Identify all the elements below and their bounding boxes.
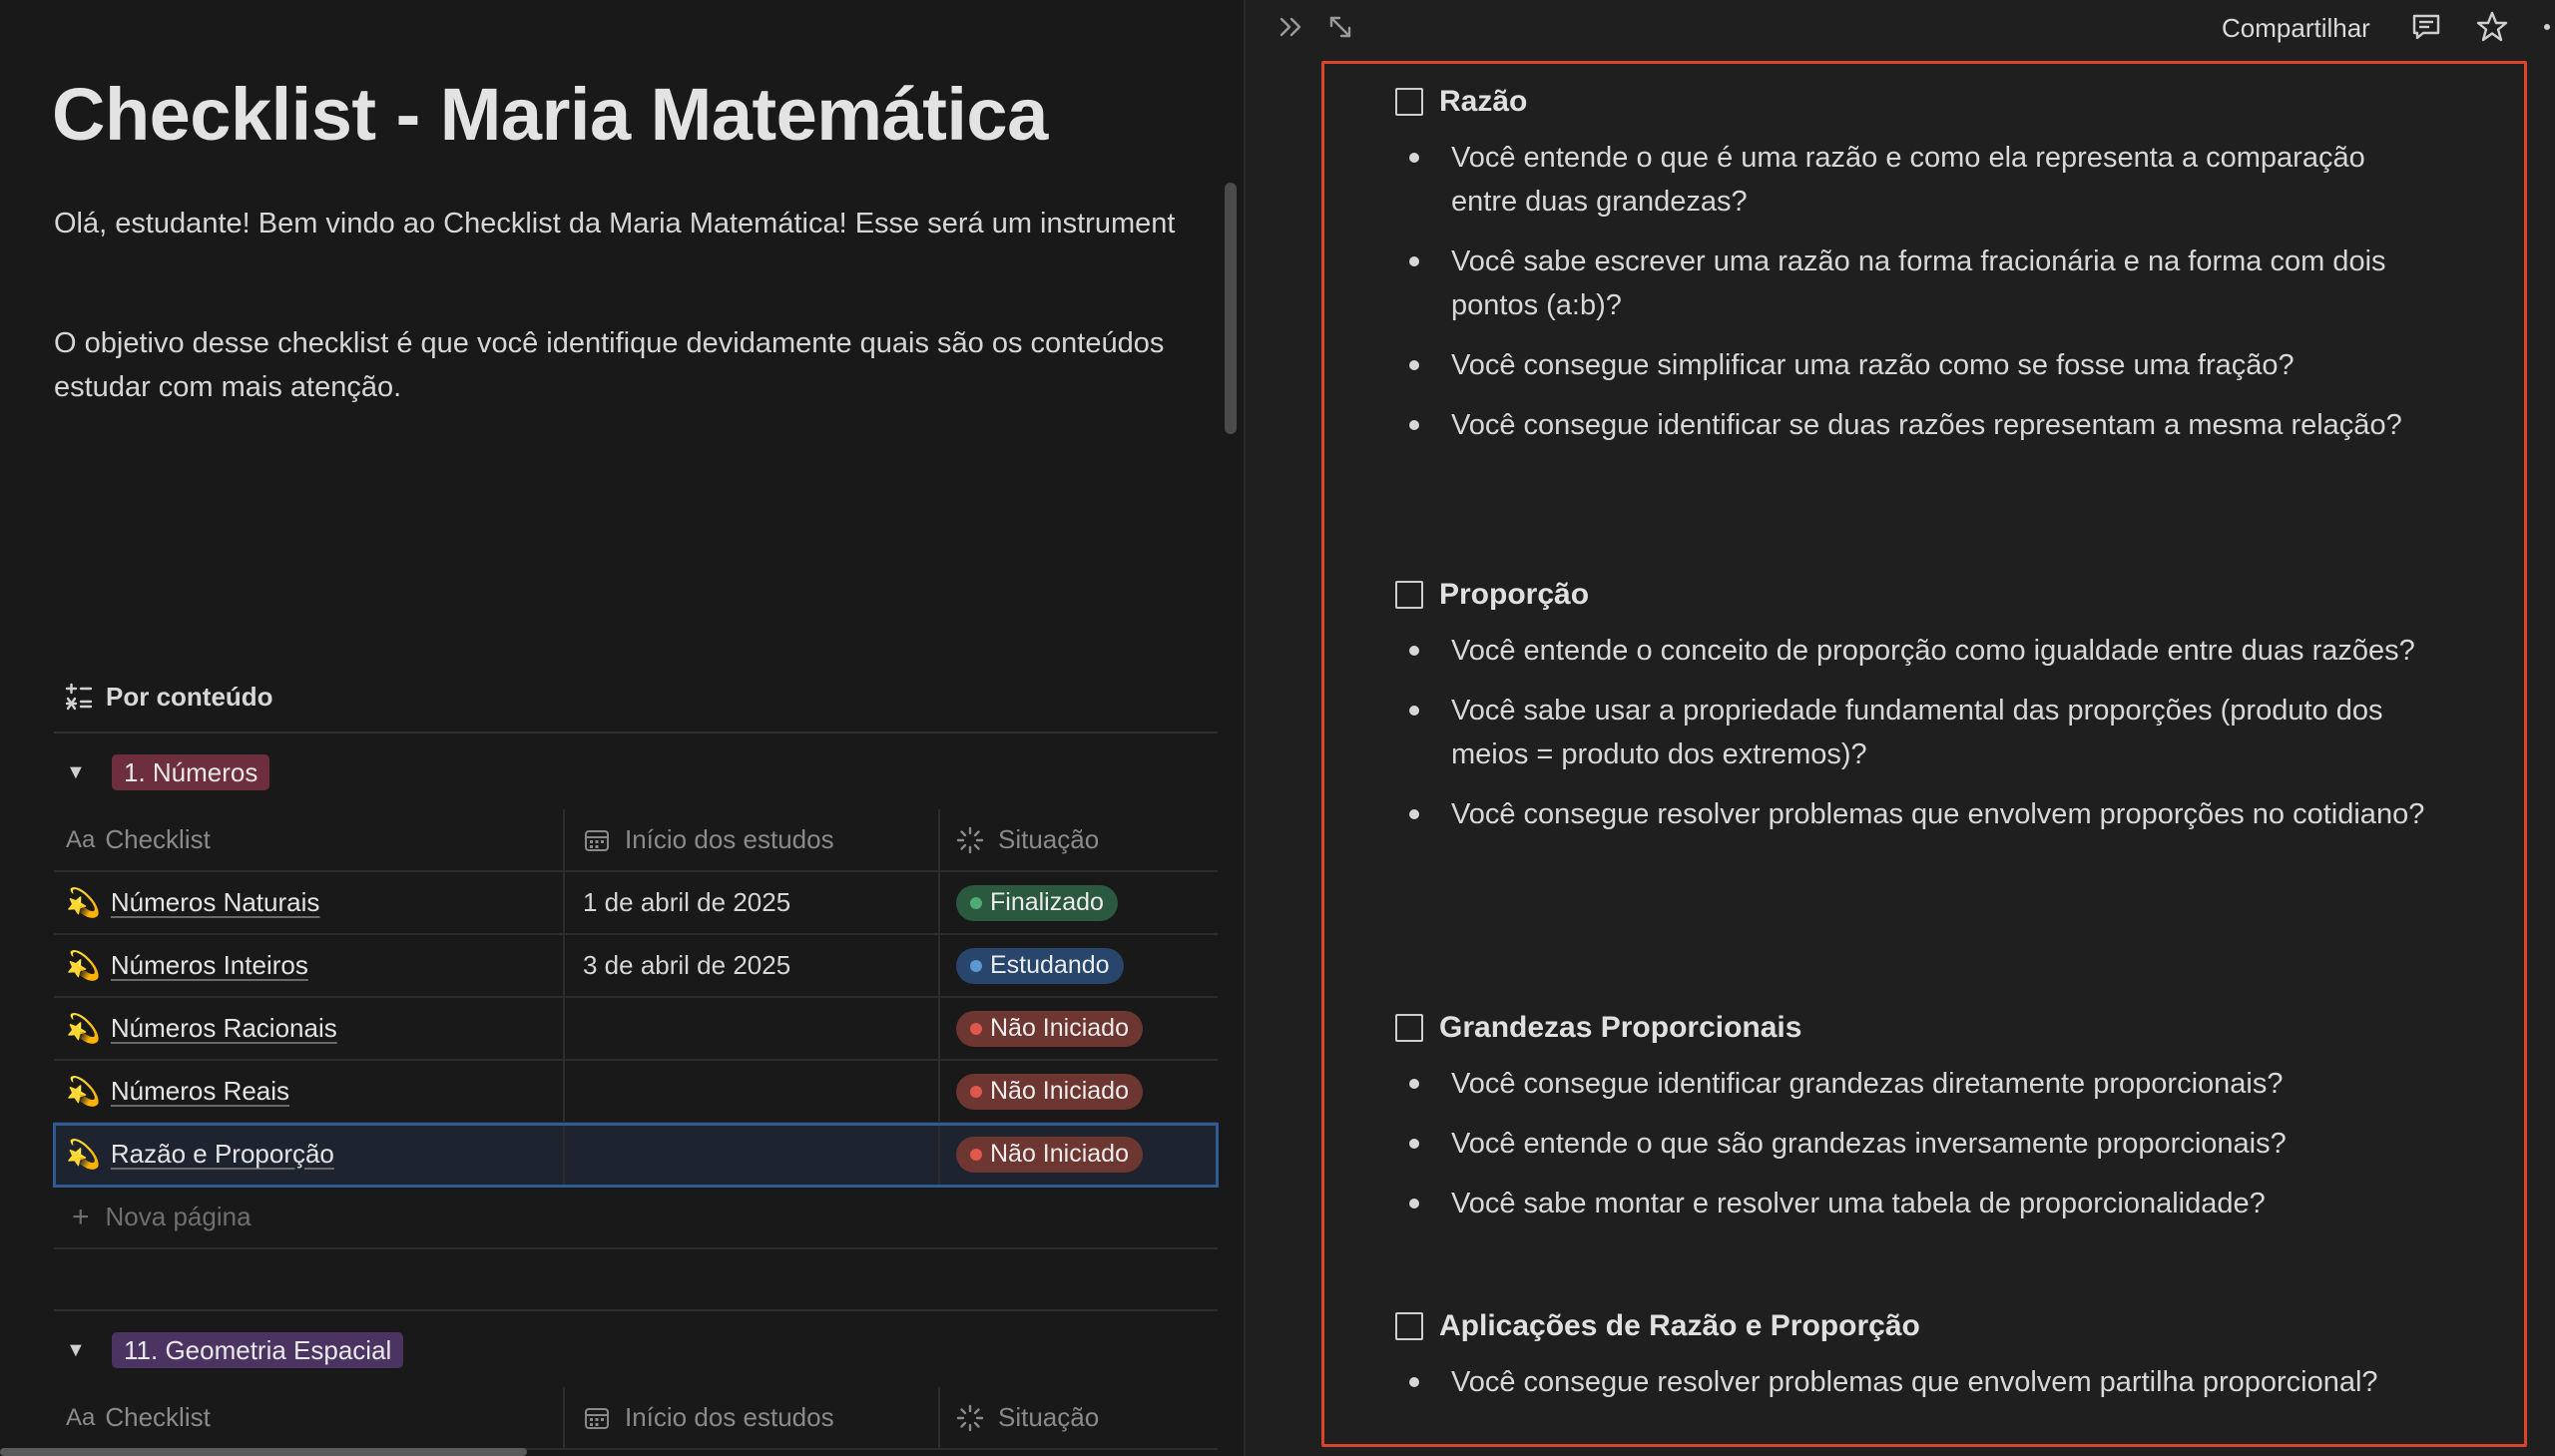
intro-paragraph-2: [54, 321, 1222, 409]
checklist-section-razao: [1395, 80, 2493, 463]
bullet-list: [1395, 629, 2493, 836]
table-row[interactable]: [54, 998, 1218, 1061]
cell-status[interactable]: [940, 1124, 1218, 1185]
todo-title: Aplicações de Razão e Proporção: [1439, 1309, 1920, 1342]
cell-status[interactable]: [940, 1061, 1218, 1122]
intro-paragraph-2-line-2: estudar com mais atenção.: [54, 371, 402, 403]
column-header-date[interactable]: [565, 1387, 940, 1448]
row-page-link[interactable]: Números Reais: [110, 1076, 290, 1106]
column-header-checklist[interactable]: [54, 809, 565, 870]
horizontal-scrollbar[interactable]: [0, 1448, 527, 1456]
more-icon[interactable]: [2539, 10, 2555, 44]
vertical-scrollbar[interactable]: [1225, 183, 1237, 434]
todo-item: [1395, 80, 2493, 124]
cell-name[interactable]: [54, 872, 565, 933]
bullet-item: Você entende o que são grandezas inversamente proporcionais?: [1395, 1122, 2433, 1166]
new-page-label: Nova página: [105, 1202, 252, 1231]
todo-title: Grandezas Proporcionais: [1439, 1011, 1802, 1044]
table-row-selected[interactable]: [54, 1124, 1218, 1187]
column-header-status[interactable]: [940, 1387, 1218, 1448]
comment-icon[interactable]: [2409, 10, 2443, 44]
todo-item: [1395, 1006, 2493, 1050]
status-dot: [970, 1149, 982, 1161]
cell-status[interactable]: [940, 998, 1218, 1059]
cell-name[interactable]: [54, 935, 565, 996]
bullet-item: Você consegue resolver problemas que envolvem proporções no cotidiano?: [1395, 792, 2433, 836]
calendar-icon: [583, 1404, 611, 1432]
dizzy-star-icon: 💫: [66, 887, 101, 918]
cell-date[interactable]: 3 de abril de 2025: [565, 935, 940, 996]
column-header-date[interactable]: [565, 809, 940, 870]
status-dot: [970, 1023, 982, 1035]
bullet-item: Você sabe montar e resolver uma tabela de proporcionalidade?: [1395, 1182, 2433, 1225]
intro-paragraph-2-line-1: O objetivo desse checklist é que você identifique devidamente quais são os conteúdos: [54, 327, 1165, 359]
text-type-icon: Aa: [66, 1403, 96, 1431]
expand-arrows-icon[interactable]: [1323, 10, 1357, 44]
sliders-icon: [64, 682, 94, 712]
star-icon[interactable]: [2475, 10, 2509, 44]
cell-status[interactable]: [940, 872, 1218, 933]
intro-paragraph-1: Olá, estudante! Bem vindo ao Checklist da Maria Matemática! Esse será um instrument: [54, 208, 1176, 240]
status-spinner-icon: [956, 1404, 984, 1432]
checkbox[interactable]: [1395, 88, 1423, 116]
divider: [54, 1309, 1218, 1311]
bullet-list: [1395, 136, 2493, 447]
status-badge[interactable]: [956, 948, 1124, 984]
new-page-button[interactable]: [54, 1187, 1218, 1249]
table-row[interactable]: [54, 1061, 1218, 1124]
row-page-link[interactable]: Números Racionais: [110, 1013, 337, 1043]
status-label: Não Iniciado: [990, 1077, 1129, 1105]
status-dot: [970, 897, 982, 909]
view-tab-por-conteudo[interactable]: [64, 677, 273, 717]
cell-date[interactable]: [565, 1061, 940, 1122]
plus-icon: +: [72, 1200, 90, 1233]
row-page-link[interactable]: Números Inteiros: [110, 950, 308, 980]
database-table-numeros: [54, 809, 1218, 1249]
caret-down-icon[interactable]: ▼: [66, 760, 86, 783]
bullet-item: Você consegue identificar se duas razões representam a mesma relação?: [1395, 403, 2433, 447]
group-header-numeros[interactable]: [66, 752, 269, 792]
bullet-item: Você consegue simplificar uma razão como se fosse uma fração?: [1395, 343, 2433, 387]
column-header-label: Situação: [998, 824, 1100, 854]
todo-title: Proporção: [1439, 578, 1590, 611]
cell-date[interactable]: [565, 1124, 940, 1185]
status-badge[interactable]: [956, 885, 1118, 921]
bullet-list: [1395, 1062, 2493, 1225]
column-header-label: Início dos estudos: [625, 1402, 834, 1432]
side-peek-pane: [1246, 0, 2555, 1456]
cell-name[interactable]: [54, 998, 565, 1059]
checklist-section-aplicacoes: [1395, 1304, 2493, 1420]
text-type-icon: Aa: [66, 825, 96, 853]
todo-item: [1395, 1304, 2493, 1348]
bullet-item: Você entende o que é uma razão e como ela representa a comparação entre duas grandezas?: [1395, 136, 2433, 224]
status-spinner-icon: [956, 826, 984, 854]
caret-down-icon[interactable]: ▼: [66, 1338, 86, 1361]
checklist-section-grandezas: [1395, 1006, 2493, 1241]
page-pane: [0, 0, 1244, 1456]
dizzy-star-icon: 💫: [66, 1076, 101, 1107]
database-table-geometria-espacial: [54, 1387, 1218, 1450]
column-header-checklist[interactable]: [54, 1387, 565, 1448]
share-button[interactable]: Compartilhar: [2222, 13, 2370, 43]
table-row[interactable]: [54, 935, 1218, 998]
divider: [54, 731, 1218, 733]
cell-status[interactable]: [940, 935, 1218, 996]
todo-title: Razão: [1439, 85, 1528, 118]
group-tag: 11. Geometria Espacial: [112, 1332, 403, 1368]
double-chevron-right-icon[interactable]: [1276, 10, 1309, 44]
row-page-link[interactable]: Números Naturais: [110, 887, 320, 917]
status-dot: [970, 1086, 982, 1098]
checklist-section-proporcao: [1395, 573, 2493, 852]
status-label: Não Iniciado: [990, 1014, 1129, 1042]
checkbox[interactable]: [1395, 1014, 1423, 1042]
status-dot: [970, 960, 982, 972]
status-badge[interactable]: [956, 1011, 1143, 1047]
bullet-item: Você consegue resolver problemas que envolvem partilha proporcional?: [1395, 1360, 2433, 1404]
group-tag: 1. Números: [112, 754, 269, 790]
dizzy-star-icon: 💫: [66, 1139, 101, 1170]
todo-item: [1395, 573, 2493, 617]
table-header-row: [54, 1387, 1218, 1450]
table-row[interactable]: [54, 872, 1218, 935]
checkbox[interactable]: [1395, 1312, 1423, 1340]
group-header-geometria-espacial[interactable]: [66, 1330, 403, 1370]
view-tab-label: Por conteúdo: [106, 681, 273, 712]
column-header-label: Checklist: [105, 1402, 211, 1432]
peek-topbar: [1246, 0, 2555, 56]
column-header-status[interactable]: [940, 809, 1218, 870]
status-label: Estudando: [990, 951, 1110, 979]
cell-date[interactable]: 1 de abril de 2025: [565, 872, 940, 933]
bullet-item: Você consegue identificar grandezas diretamente proporcionais?: [1395, 1062, 2433, 1106]
bullet-item: Você sabe usar a propriedade fundamental das proporções (produto dos meios = produto dos extremos)?: [1395, 689, 2433, 776]
column-header-label: Situação: [998, 1402, 1100, 1432]
bullet-item: Você entende o conceito de proporção como igualdade entre duas razões?: [1395, 629, 2433, 673]
checkbox[interactable]: [1395, 581, 1423, 609]
bullet-list: [1395, 1360, 2493, 1404]
dizzy-star-icon: 💫: [66, 1013, 101, 1044]
table-header-row: [54, 809, 1218, 872]
status-badge[interactable]: [956, 1137, 1143, 1173]
status-label: Finalizado: [990, 888, 1104, 916]
row-page-link[interactable]: Razão e Proporção: [110, 1139, 334, 1169]
cell-date[interactable]: [565, 998, 940, 1059]
bullet-item: Você sabe escrever uma razão na forma fracionária e na forma com dois pontos (a:b)?: [1395, 240, 2433, 327]
dizzy-star-icon: 💫: [66, 950, 101, 981]
status-badge[interactable]: [956, 1074, 1143, 1110]
cell-name[interactable]: [54, 1061, 565, 1122]
status-label: Não Iniciado: [990, 1140, 1129, 1168]
column-header-label: Início dos estudos: [625, 824, 834, 854]
calendar-icon: [583, 826, 611, 854]
column-header-label: Checklist: [105, 824, 211, 854]
cell-name[interactable]: [54, 1124, 565, 1185]
page-title: Checklist - Maria Matemática: [52, 73, 1048, 156]
